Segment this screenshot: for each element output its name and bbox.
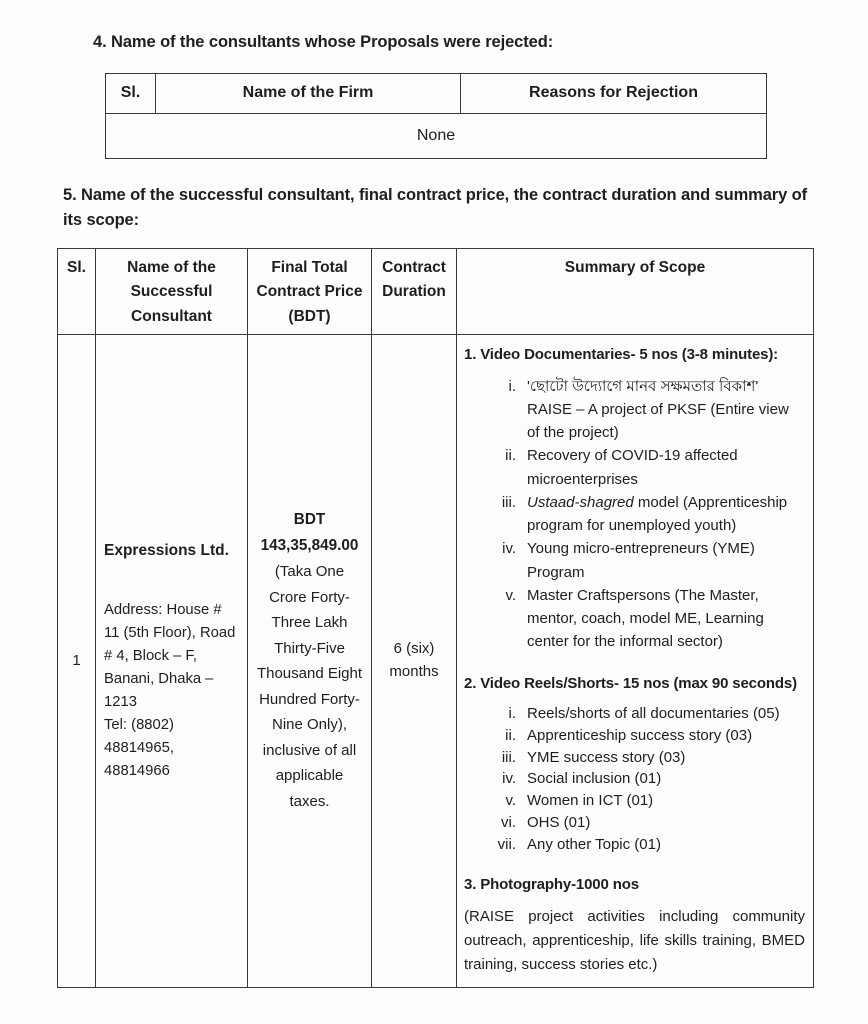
scope-section-video-documentaries — [464, 344, 805, 654]
list-item-text: Young micro-entrepreneurs (YME) Program — [527, 540, 755, 581]
price-in-words: (Taka One Crore Forty-Three Lakh Thirty-Five Thousand Eight Hundred Forty-Nine Only), inclusive of all applicable taxes. — [256, 563, 363, 810]
list-item — [464, 537, 805, 584]
list-item-numeral: v. — [505, 792, 516, 810]
contract-duration-cell: 6 (six) months — [372, 335, 457, 988]
italic-term: Ustaad-shagred — [527, 493, 634, 511]
consultant-telephone: Tel: (8802) 48814965, 48814966 — [104, 716, 174, 779]
list-item — [464, 375, 805, 445]
list-item-text: Women in ICT (01) — [527, 792, 654, 810]
list-item-numeral: i. — [508, 705, 516, 723]
section5-heading: 5. Name of the successful consultant, final contract price, the contract duration and summary of its scope: — [63, 185, 808, 230]
consultant-address: Address: House # 11 (5th Floor), Road # 4, Block – F, Banani, Dhaka – 1213 — [104, 602, 236, 710]
list-item — [464, 768, 805, 790]
list-item-text: Any other Topic (01) — [527, 835, 661, 853]
list-item-text: Reels/shorts of all documentaries (05) — [527, 705, 780, 723]
scope-section-2-title: 2. Video Reels/Shorts- 15 nos (max 90 seconds) — [464, 674, 797, 692]
list-item-numeral: vi. — [501, 813, 516, 831]
scope-section-photography — [464, 874, 805, 977]
price-currency: BDT — [293, 511, 326, 529]
photography-description: (RAISE project activities including community outreach, apprenticeship, life skills training, BMED training, success stories etc.) — [464, 907, 805, 973]
list-item-numeral: iv. — [502, 770, 516, 788]
award-header-consultant: Name of the Successful Consultant — [96, 248, 248, 334]
contract-price-cell — [248, 335, 372, 988]
list-item — [464, 584, 805, 654]
rejected-table-header-row — [106, 73, 767, 113]
list-item-text: 'ছোটো উদ্যোগে মানব সক্ষমতার বিকাশ' RAISE – A project of PKSF (Entire view of the project) — [527, 377, 789, 442]
list-item-text: YME success story (03) — [527, 748, 686, 766]
scope-section-1-title: 1. Video Documentaries- 5 nos (3-8 minutes): — [464, 346, 779, 364]
list-item-numeral: v. — [505, 586, 516, 604]
list-item-numeral: ii. — [505, 447, 516, 465]
serial-number-cell: 1 — [58, 335, 96, 988]
list-item-text: Social inclusion (01) — [527, 770, 662, 788]
list-item-numeral: ii. — [505, 726, 516, 744]
list-item-text: OHS (01) — [527, 813, 591, 831]
list-item — [464, 747, 805, 769]
list-item — [464, 491, 805, 538]
rejected-none-cell: None — [106, 113, 767, 158]
list-item — [464, 790, 805, 812]
award-header-price: Final Total Contract Price (BDT) — [248, 248, 372, 334]
list-item — [464, 444, 805, 491]
consultant-name: Expressions Ltd. — [104, 542, 229, 560]
list-item-numeral: iii. — [501, 493, 516, 511]
summary-of-scope-cell — [457, 335, 814, 988]
list-item-numeral: vii. — [497, 835, 516, 853]
consultant-cell — [96, 335, 248, 988]
award-table-header-row — [58, 248, 814, 334]
list-item-numeral: iii. — [501, 748, 516, 766]
rejected-proposals-table — [105, 73, 767, 159]
rejected-table-none-row — [106, 113, 767, 158]
list-item-text: Recovery of COVID-19 affected microenterprises — [527, 447, 738, 488]
list-item — [464, 725, 805, 747]
list-item — [464, 812, 805, 834]
price-amount: 143,35,849.00 — [260, 537, 359, 555]
award-header-sl: Sl. — [58, 248, 96, 334]
award-table-data-row — [58, 335, 814, 988]
list-item-text-rest: model (Apprenticeship program for unemployed youth) — [527, 493, 788, 535]
scope-section-3-title: 3. Photography-1000 nos — [464, 876, 639, 894]
list-item-text: Master Craftspersons (The Master, mentor, coach, model ME, Learning center for the informal sector) — [527, 586, 764, 651]
successful-consultant-table — [57, 248, 814, 988]
list-item — [464, 703, 805, 725]
section4-heading: 4. Name of the consultants whose Proposals were rejected: — [93, 33, 554, 51]
award-header-duration: Contract Duration — [372, 248, 457, 334]
scope-content — [464, 344, 805, 977]
list-item-text — [527, 491, 805, 538]
list-item-numeral: iv. — [502, 540, 516, 558]
scope-section-video-reels — [464, 673, 805, 856]
list-item — [464, 834, 805, 856]
rejected-header-reasons: Reasons for Rejection — [461, 73, 767, 113]
list-item-numeral: i. — [508, 377, 516, 395]
list-item-text: Apprenticeship success story (03) — [527, 726, 753, 744]
rejected-header-sl: Sl. — [106, 73, 156, 113]
rejected-header-firm-name: Name of the Firm — [156, 73, 461, 113]
award-header-scope: Summary of Scope — [457, 248, 814, 334]
